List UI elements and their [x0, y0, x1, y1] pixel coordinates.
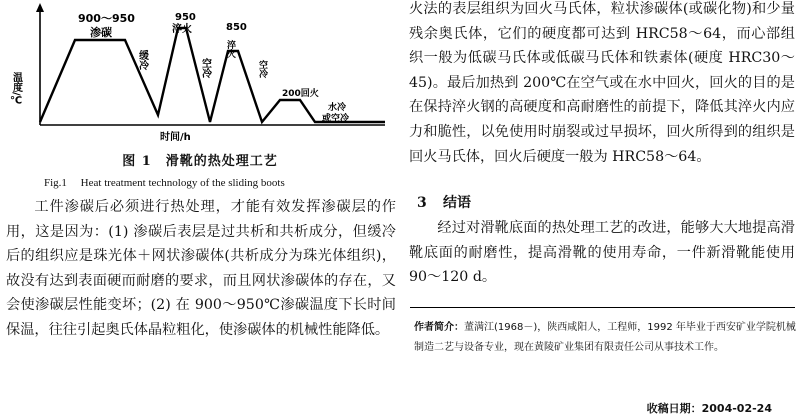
section-title: 结语: [443, 195, 471, 211]
y-axis-arrow: [36, 3, 44, 12]
author-bio: 董满江(1968－)，陕西咸阳人，工程师，1992 年毕业于西安矿业学院机械制造二艺与设备专业，现在黄陵矿业集团有限责任公司从事技术工作。: [414, 322, 796, 353]
label-quench2: 淬火: [225, 40, 235, 58]
label-quench1: 淬火: [172, 24, 192, 35]
label-temper: 200回火: [282, 89, 319, 99]
body-paragraph-tempering: 火法的表层组织为回火马氏体，粒状渗碳体(或碳化物)和少量残余奥氏体，它们的硬度都可达到 HRC58～64，而心部组织一般为低碳马氏体或低碳马氏体和铁素体(硬度 HRC30～45)。最后加热到 200℃在空气或在水中回火，回火的目的是在保持淬火钢的高硬度和高耐磨性的前提下，降低其淬火内应力和脆性，以免使用时崩裂或过早损坏，回火所得到的组织是回火马氏体，回火后硬度一般为 HRC58～64。: [409, 1, 795, 165]
label-quench2-temp: 850: [226, 22, 247, 33]
left-column: [6, 195, 396, 343]
heat-treatment-figure: [0, 0, 400, 200]
conclusion-paragraph: [409, 216, 795, 290]
label-air-cool1: 空冷: [199, 58, 211, 78]
body-paragraph-heat-treatment-reason: 工件渗碳后必须进行热处理，才能有效发挥渗碳层的作用，这是因为：(1) 渗碳后表层是过共析和共析成分，但缓冷后的组织应是珠光体＋网状渗碳体(共析成分为珠光体组织)，故没有达到表面硬而耐磨的要求，而且网状渗碳体的存在，又会使渗碳层性能变坏；(2) 在 900～950℃渗碳温度下长时间保温，往往引起奥氏体晶粒粗化，使渗碳体的机械性能降低。: [6, 199, 396, 338]
received-date: 2004-02-24: [701, 402, 772, 415]
label-or-air-cool: 或空冷: [322, 114, 350, 124]
label-slow-cool: 缓冷: [136, 50, 148, 70]
section-heading: [417, 192, 471, 212]
heat-treatment-curve-diagram: [0, 0, 400, 150]
label-water-cool: 水冷: [328, 103, 347, 113]
y-axis-label: 温度/℃: [10, 72, 22, 107]
right-column: [409, 0, 795, 169]
x-axis-label: 时间/h: [160, 132, 191, 143]
label-quench1-temp: 950: [175, 12, 196, 23]
author-note: [414, 318, 796, 358]
figure-caption-cn: 图 1 滑靴的热处理工艺: [122, 154, 278, 169]
conclusion-text: 经过对滑靴底面的热处理工艺的改进，能够大大地提高滑靴底面的耐磨性，提高滑靴的使用寿命，一件新滑靴能使用 90～120 d。: [409, 220, 795, 286]
label-carburize-temp: 900～950: [78, 12, 135, 25]
received-label: 收稿日期：: [646, 402, 702, 415]
received-date-line: [647, 400, 772, 416]
footnote-divider: [410, 307, 795, 308]
section-number: 3: [417, 195, 427, 211]
figure-caption-en: Fig.1 Heat treatment technology of the sliding boots: [44, 177, 285, 189]
author-label: 作者简介：: [414, 322, 464, 333]
label-air-cool2: 空冷: [257, 60, 267, 78]
label-carburize: 渗碳: [90, 26, 112, 39]
